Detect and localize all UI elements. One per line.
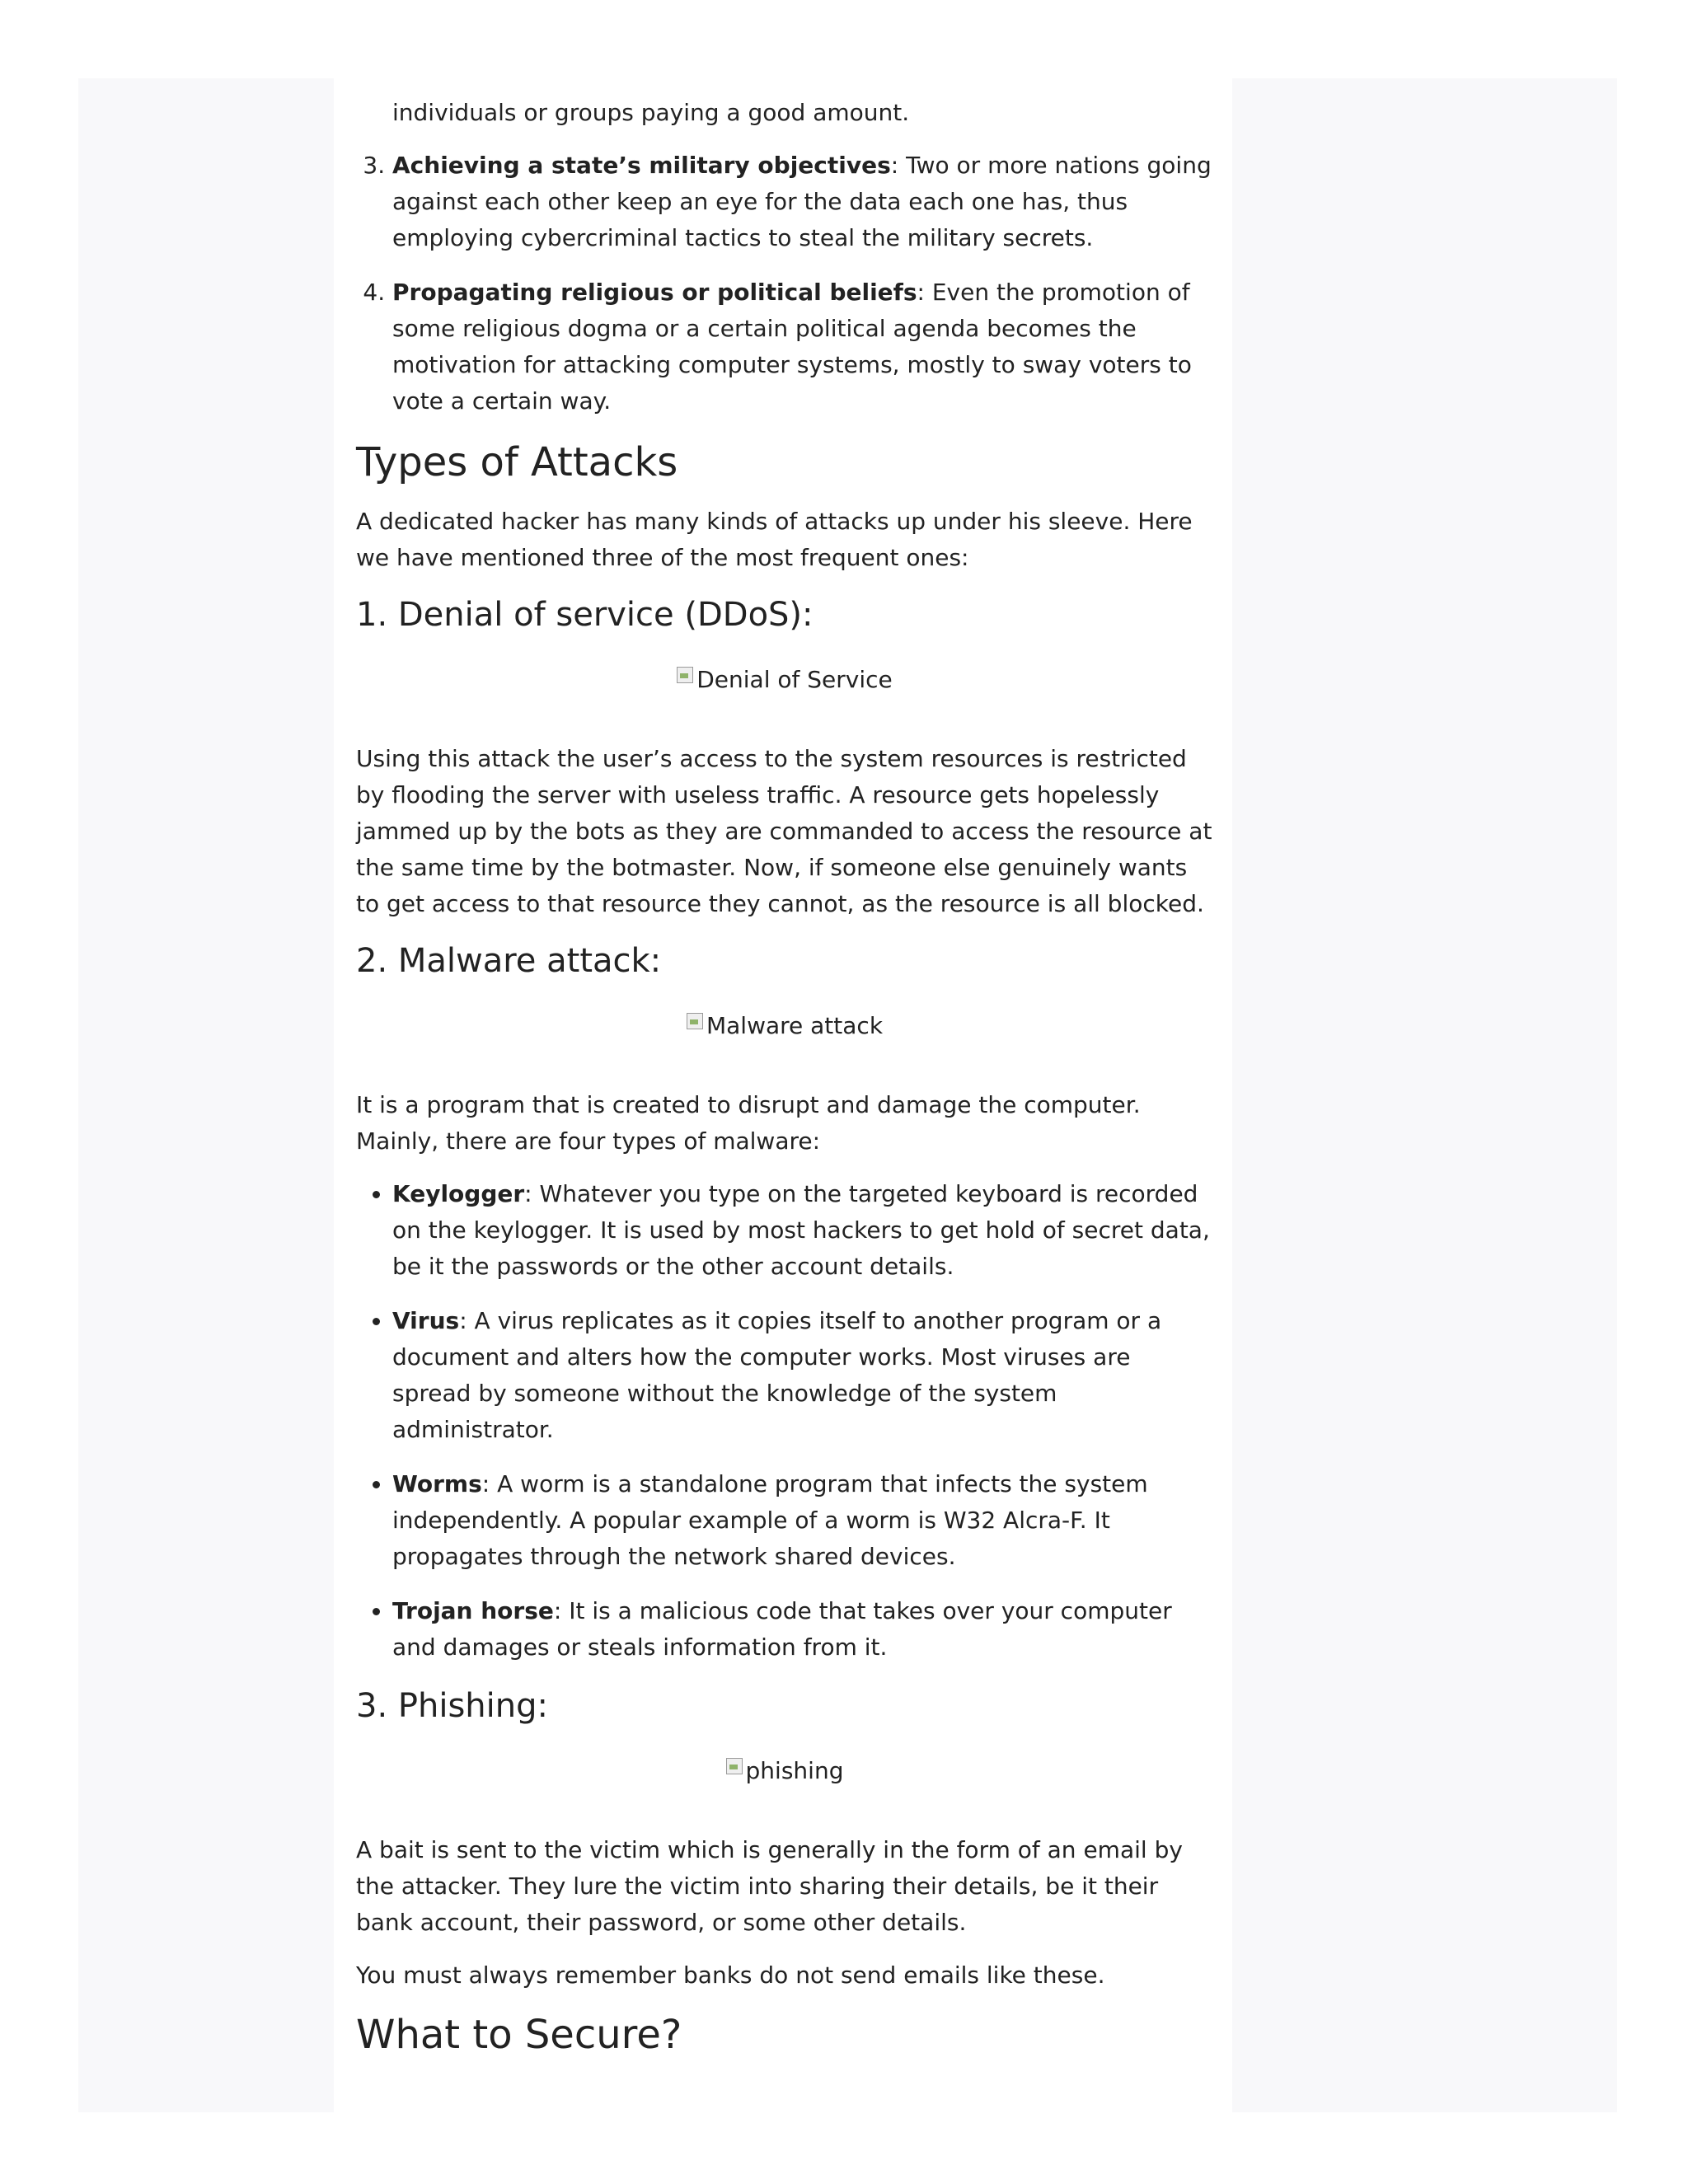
ddos-image <box>356 662 1213 698</box>
list-item-term: Virus <box>392 1307 460 1334</box>
list-item-continuation: individuals or groups paying a good amount. <box>392 99 910 126</box>
broken-image-icon <box>687 1008 883 1044</box>
list-item <box>392 1303 1213 1448</box>
malware-types-list <box>356 1176 1213 1666</box>
list-item-text: : Whatever you type on the targeted keyboard is recorded on the keylogger. It is used by most hackers to get hold of secret data, be it the passwords or the other account details. <box>392 1180 1210 1280</box>
subheading-ddos: 1. Denial of service (DDoS): <box>356 596 814 634</box>
image-alt-text: Malware attack <box>706 1012 884 1039</box>
article-body <box>356 95 1213 2076</box>
list-item <box>392 1466 1213 1575</box>
article-column <box>334 78 1232 2112</box>
list-item-text: : Two or more nations going against each other keep an eye for the data each one has, thus employing cybercriminal tactics to steal the military secrets. <box>392 152 1212 251</box>
list-item-term: Propagating religious or political beliefs <box>392 279 917 306</box>
subheading-phishing: 3. Phishing: <box>356 1687 548 1725</box>
broken-image-icon <box>726 1753 844 1789</box>
list-item-term: Keylogger <box>392 1180 525 1207</box>
broken-image-icon <box>677 662 893 698</box>
motives-list <box>356 148 1213 419</box>
subheading-malware: 2. Malware attack: <box>356 942 662 980</box>
image-alt-text: Denial of Service <box>696 666 893 693</box>
ddos-body: Using this attack the user’s access to the system resources is restricted by flooding the server with useless traffic. A resource gets hopelessly jammed up by the bots as they are commanded to access the resource at the same time by the botmaster. Now, if someone else genuinely wants to get access to that resource they cannot, as the resource is all blocked. <box>356 745 1212 917</box>
list-item-term: Achieving a state’s military objectives <box>392 152 891 179</box>
list-item-text: : A worm is a standalone program that infects the system independently. A popular example of a worm is W32 Alcra-F. It propagates through the network shared devices. <box>392 1470 1148 1570</box>
malware-image <box>356 1008 1213 1044</box>
list-item <box>392 274 1213 419</box>
image-alt-text: phishing <box>745 1757 844 1784</box>
list-item-text: : It is a malicious code that takes over your computer and damages or steals information from it. <box>392 1597 1172 1661</box>
list-item <box>392 1176 1213 1285</box>
phishing-note: You must always remember banks do not send emails like these. <box>356 1961 1105 1989</box>
types-intro: A dedicated hacker has many kinds of attacks up under his sleeve. Here we have mentioned three of the most frequent ones: <box>356 508 1193 571</box>
malware-body: It is a program that is created to disrupt and damage the computer. Mainly, there are four types of malware: <box>356 1091 1141 1155</box>
section-heading-types: Types of Attacks <box>356 439 678 485</box>
list-item-text: : A virus replicates as it copies itself to another program or a document and alters how the computer works. Most viruses are spread by someone without the knowledge of the system administrator. <box>392 1307 1162 1443</box>
list-item <box>392 1593 1213 1666</box>
list-item-term: Worms <box>392 1470 482 1497</box>
phishing-body: A bait is sent to the victim which is generally in the form of an email by the attacker. They lure the victim into sharing their details, be it their bank account, their password, or some other details. <box>356 1836 1183 1936</box>
phishing-image <box>356 1753 1213 1789</box>
list-item-term: Trojan horse <box>392 1597 554 1624</box>
list-item <box>392 148 1213 256</box>
section-heading-secure: What to Secure? <box>356 2012 682 2058</box>
list-item-text: : Even the promotion of some religious dogma or a certain political agenda becomes the motivation for attacking computer systems, mostly to sway voters to vote a certain way. <box>392 279 1192 415</box>
